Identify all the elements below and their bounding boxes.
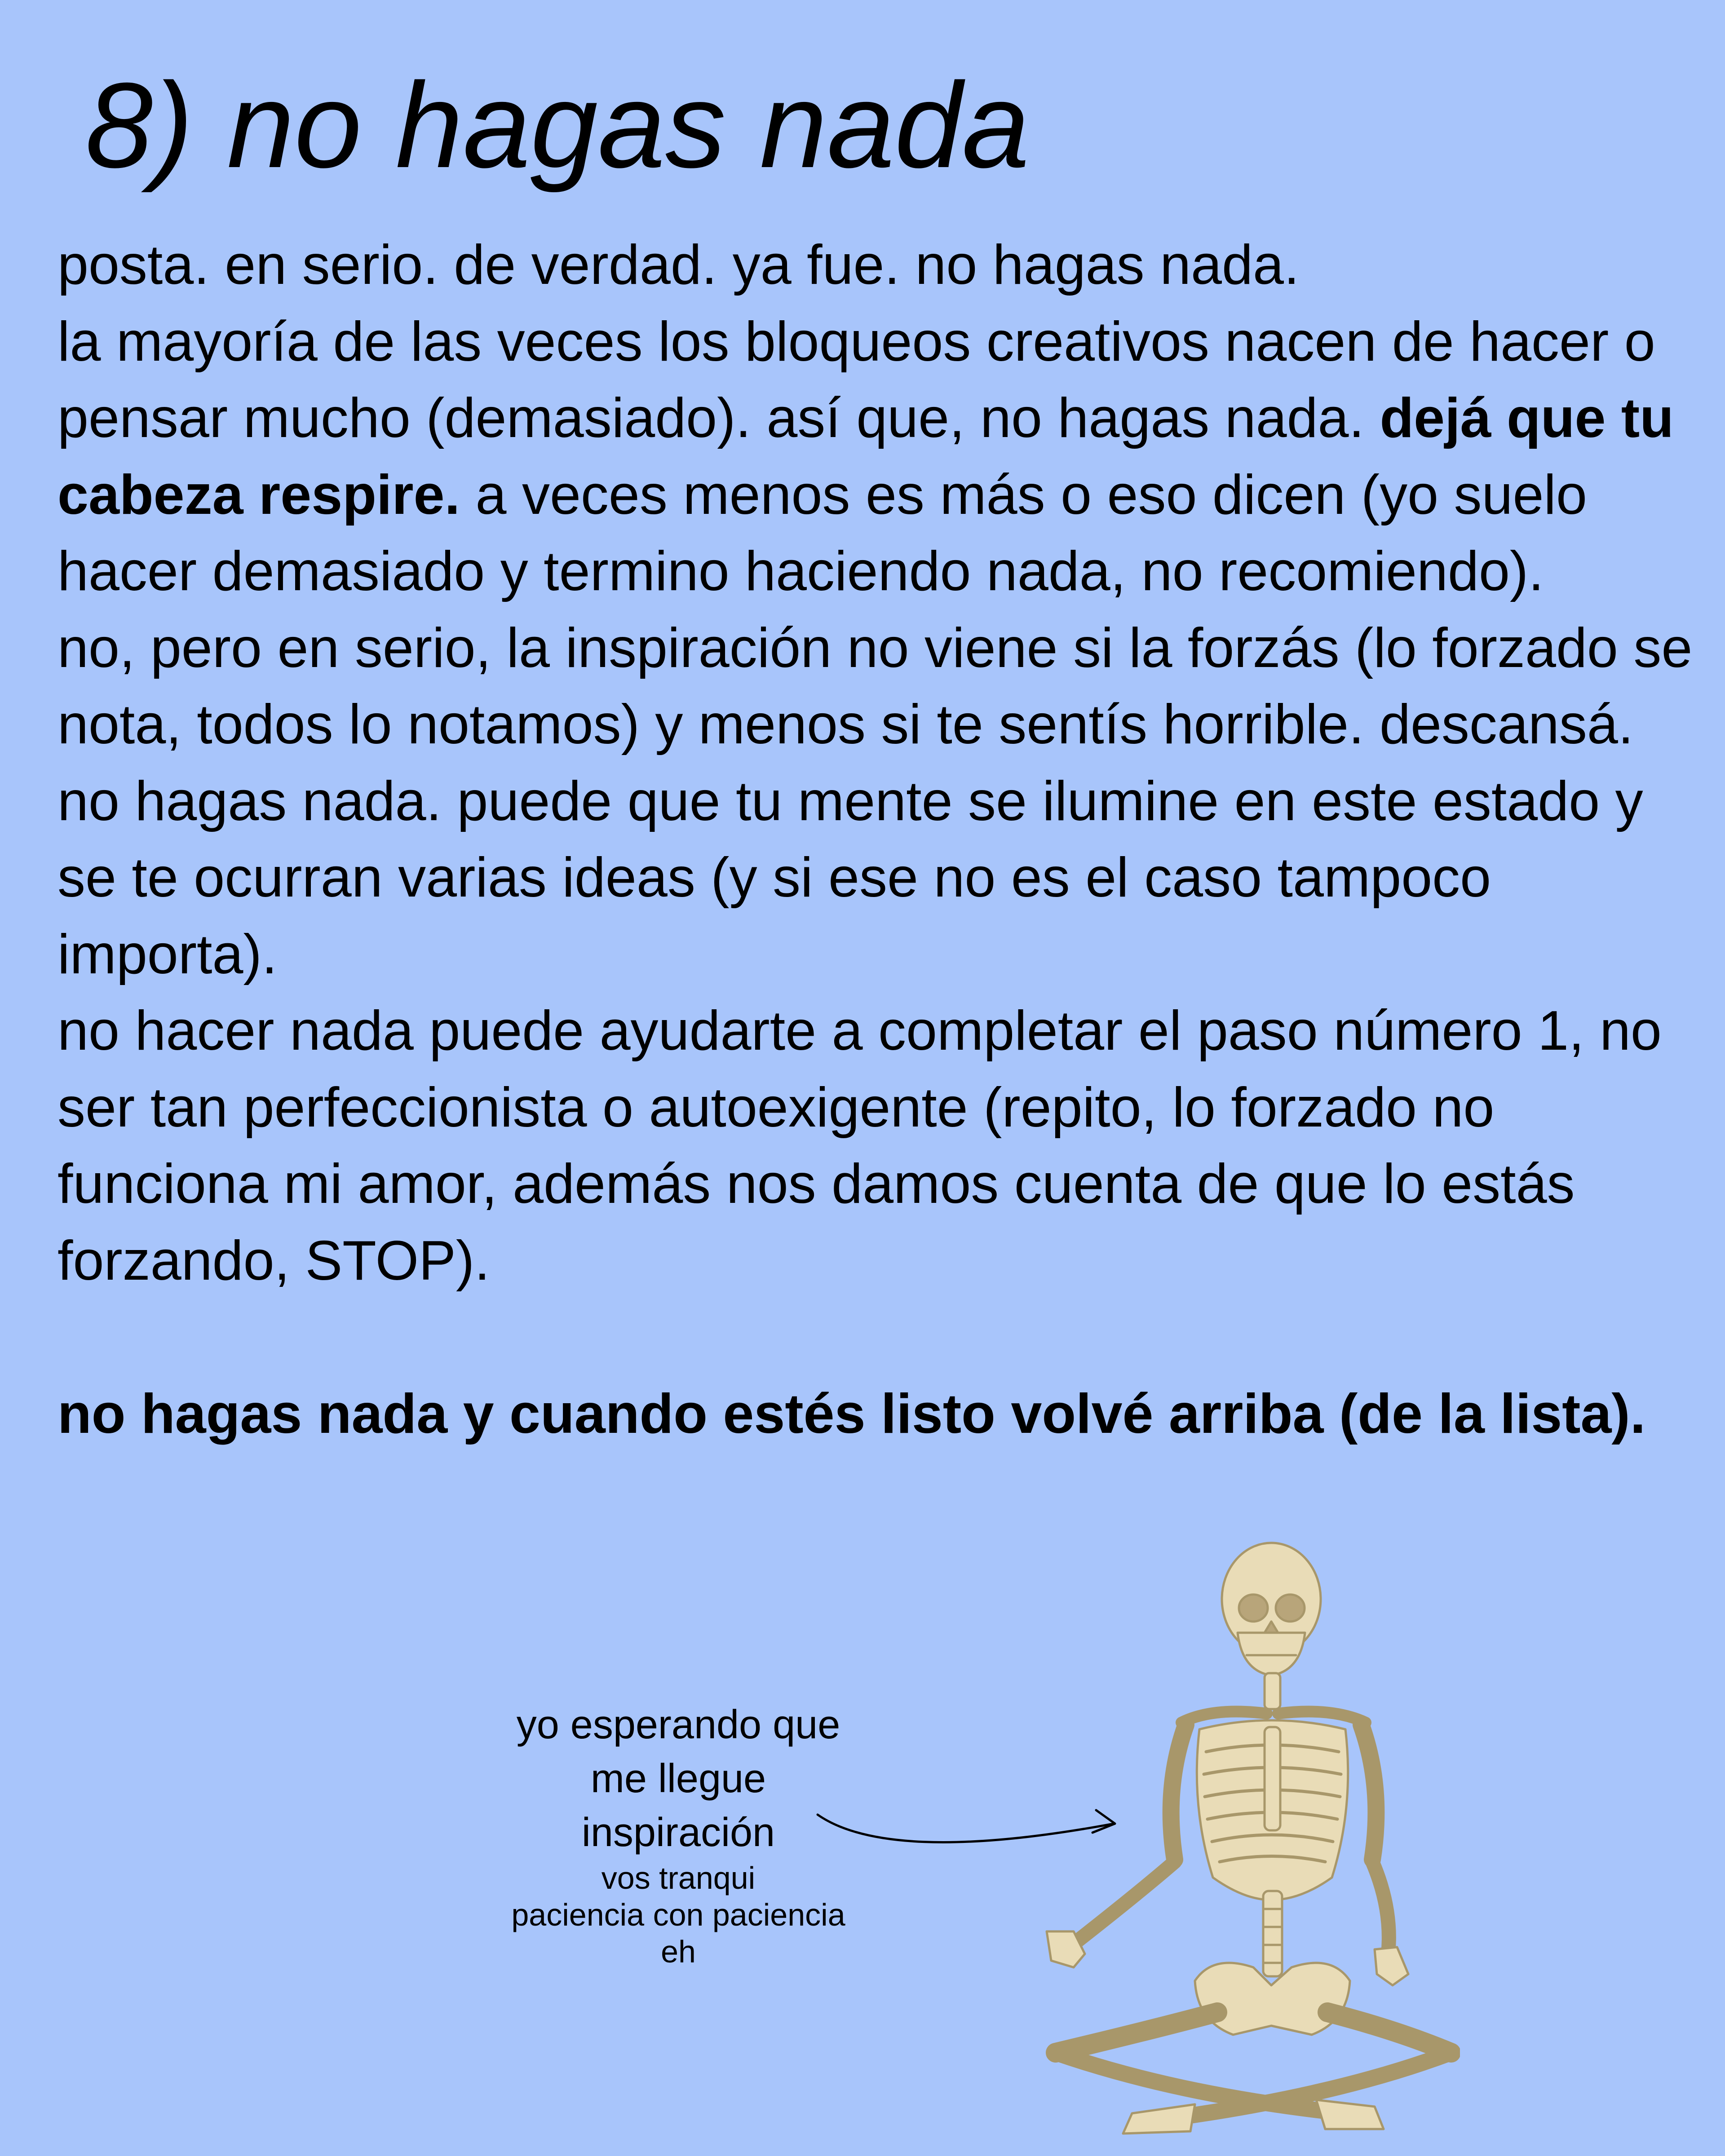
paragraph-2-end: a veces menos es más o eso dicen (yo suelo hacer demasiado y termino haciendo nada, no recomiendo).	[58, 464, 1587, 602]
sternum	[1265, 1727, 1280, 1830]
right-femur	[1327, 2012, 1451, 2053]
left-forearm	[1078, 1862, 1175, 1940]
paragraph-1: posta. en serio. de verdad. ya fue. no hagas nada.	[58, 234, 1300, 296]
caption-line-2: me llegue	[590, 1756, 766, 1801]
closing-statement: no hagas nada y cuando estés listo volvé arriba (de la lista).	[58, 1383, 1646, 1445]
right-upper-arm	[1361, 1725, 1376, 1860]
right-forearm	[1372, 1862, 1389, 1954]
paragraph-spacer	[58, 1299, 1693, 1376]
right-foot	[1123, 2104, 1195, 2134]
caption-line-6: eh	[661, 1934, 696, 1969]
caption-line-5: paciencia con paciencia	[511, 1897, 845, 1932]
left-foot	[1316, 2100, 1384, 2129]
paragraph-2-start: la mayoría de las veces los bloqueos creativos nacen de hacer o pensar mucho (demasiado). así que, no hagas nada.	[58, 310, 1655, 449]
paragraph-2	[58, 304, 1693, 610]
caption-line-3: inspiración	[581, 1810, 775, 1855]
right-hand	[1375, 1947, 1408, 1985]
neck-vertebrae	[1265, 1673, 1280, 1709]
paragraph-3: no, pero en serio, la inspiración no viene si la forzás (lo forzado se nota, todos lo notamos) y menos si te sentís horrible. descansá. no hagas nada. puede que tu mente se ilumine en este estado y se te ocurran varias ideas (y si ese no es el caso tampoco importa).	[58, 617, 1693, 985]
caption-line-4: vos tranqui	[601, 1860, 756, 1895]
page-title: 8) no hagas nada	[85, 58, 1030, 193]
paragraph-2-bold: dejá que tu cabeza respire.	[58, 387, 1674, 526]
body-text	[58, 227, 1693, 1452]
left-femur	[1056, 2012, 1217, 2053]
left-upper-arm	[1171, 1725, 1186, 1860]
caption-line-1: yo esperando que	[516, 1702, 840, 1747]
paragraph-4: no hacer nada puede ayudarte a completar el paso número 1, no ser tan perfeccionista o autoexigente (repito, lo forzado no funciona mi amor, además nos damos cuenta de que lo estás forzando, STOP).	[58, 1000, 1662, 1292]
meditating-skeleton-illustration	[1002, 1536, 1460, 2138]
